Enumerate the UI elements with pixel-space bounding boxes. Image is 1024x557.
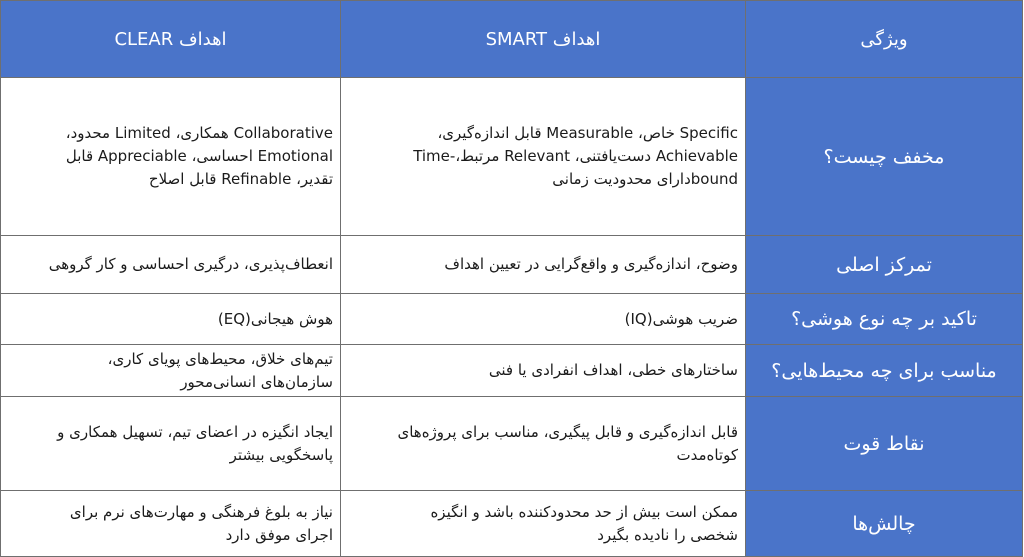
clear-cell	[1, 491, 341, 557]
clear-cell	[1, 78, 341, 236]
cell-line: ممکن است بیش از حد محدودکننده باشد و انگیزه	[430, 502, 738, 521]
row-feature: تمرکز اصلی	[746, 236, 1023, 294]
table-row	[1, 491, 1023, 557]
cell-line: Collaborative همکاری، Limited محدود،	[65, 124, 333, 142]
table-row	[1, 294, 1023, 345]
cell-line: سازمان‌های انسانی‌محور	[180, 372, 333, 391]
smart-cell	[341, 345, 746, 397]
cell-line: شخصی را نادیده بگیرد	[597, 525, 738, 544]
cell-line: ضریب هوشی(IQ)	[624, 309, 738, 328]
row-feature: مخفف چیست؟	[746, 78, 1023, 236]
table-row	[1, 345, 1023, 397]
cell-line: ساختارهای خطی، اهداف انفرادی یا فنی	[488, 361, 738, 379]
cell-line: نیاز به بلوغ فرهنگی و مهارت‌های نرم برای	[69, 502, 333, 521]
table-row	[1, 78, 1023, 236]
smart-cell	[341, 78, 746, 236]
cell-line: انعطاف‌پذیری، درگیری احساسی و کار گروهی	[48, 255, 333, 273]
cell-line: وضوح، اندازه‌گیری و واقع‌گرایی در تعیین اهداف	[444, 255, 738, 273]
smart-cell	[341, 294, 746, 345]
clear-cell	[1, 345, 341, 397]
header-clear: اهداف CLEAR	[1, 1, 341, 78]
row-feature: چالش‌ها	[746, 491, 1023, 557]
cell-line: اجرای موفق دارد	[225, 525, 333, 544]
cell-line: Emotional احساسی، Appreciable قابل	[65, 147, 333, 165]
header-feature: ویژگی	[746, 1, 1023, 78]
row-feature: مناسب برای چه محیط‌هایی؟	[746, 345, 1023, 397]
cell-line: پاسخگویی بیشتر	[229, 445, 333, 464]
cell-line: ایجاد انگیزه در اعضای تیم، تسهیل همکاری و	[57, 422, 333, 441]
header-smart: اهداف SMART	[341, 1, 746, 78]
cell-line: Achievable دست‌یافتنی، Relevant مرتبط،-Time	[413, 147, 738, 165]
cell-line: تیم‌های خلاق، محیط‌های پویای کاری،	[107, 349, 333, 368]
row-feature: نقاط قوت	[746, 397, 1023, 491]
cell-line: boundدارای محدودیت زمانی	[552, 170, 738, 188]
clear-cell	[1, 294, 341, 345]
smart-cell	[341, 491, 746, 557]
cell-line: کوتاه‌مدت	[676, 445, 738, 464]
smart-cell	[341, 397, 746, 491]
clear-cell	[1, 397, 341, 491]
cell-line: تقدیر، Refinable قابل اصلاح	[148, 170, 333, 188]
cell-line: قابل اندازه‌گیری و قابل پیگیری، مناسب برای پروژه‌های	[397, 422, 738, 441]
header-row	[1, 1, 1023, 78]
cell-line: Specific خاص، Measurable قابل اندازه‌گیری،	[437, 124, 738, 142]
smart-cell	[341, 236, 746, 294]
cell-line: هوش هیجانی(EQ)	[217, 309, 333, 328]
row-feature: تاکید بر چه نوع هوشی؟	[746, 294, 1023, 345]
clear-cell	[1, 236, 341, 294]
table-row	[1, 397, 1023, 491]
table-row	[1, 236, 1023, 294]
